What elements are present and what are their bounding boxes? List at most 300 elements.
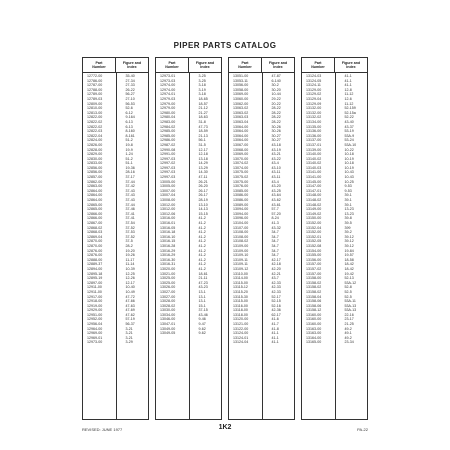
part-number: 12866-00 (87, 211, 103, 216)
figure-index: 41-2 (198, 248, 206, 253)
figure-index: 14-13 (198, 207, 208, 212)
part-number: 13108-02 (233, 239, 249, 244)
part-number: 13086-00 (233, 193, 249, 198)
figure-index: 10-43 (344, 175, 354, 180)
part-number: 13049-05 (160, 331, 176, 336)
figure-index: 26-17 (198, 193, 208, 198)
figure-index: 53A-10 (344, 142, 357, 147)
figure-index: 21-27 (198, 110, 208, 115)
figure-index: 53A-9 (344, 133, 355, 138)
figure-index: 42-21 (271, 271, 281, 276)
part-number: 13047-01 (160, 322, 176, 327)
part-number: 13158-02 (306, 285, 322, 290)
part-number: 13140-03 (306, 165, 322, 170)
figure-index: 37-54 (125, 221, 135, 225)
part-number: 12918-00 (87, 299, 103, 304)
part-number: 13012-00 (160, 202, 176, 207)
part-number: 13109-11 (233, 257, 248, 262)
figure-index: 10-39 (125, 266, 135, 271)
part-number: 13115-30 (233, 294, 248, 299)
part-number: 13086-00 (233, 198, 249, 203)
figure-index: 42-36 (271, 308, 281, 313)
figure-index: 56-53 (125, 101, 135, 106)
part-number: 13028-00 (160, 299, 176, 304)
part-number: 12985-00 (160, 133, 176, 138)
figure-index: 9-164 (125, 115, 135, 120)
part-number-header: Part Number (302, 58, 335, 72)
part-number: 13158-04 (306, 294, 322, 299)
part-number: 13158-00 (306, 276, 322, 281)
figure-index: 47-66 (125, 299, 135, 304)
part-number: 12997-03 (160, 165, 176, 170)
part-number: 13152-08 (306, 243, 322, 248)
part-number: 13124-01 (233, 335, 249, 340)
figure-index: 31-5 (198, 142, 206, 147)
figure-index: 41-7 (271, 322, 279, 327)
part-number: 13152-04 (306, 225, 322, 230)
figure-index: 28-22 (271, 110, 281, 115)
figure-index: 56-27 (125, 92, 135, 97)
part-number: 13108-00 (233, 230, 249, 235)
part-number: 12974-00 (160, 87, 176, 92)
figure-index: 43-11 (271, 170, 281, 175)
part-number: 12986-00 (160, 138, 176, 143)
part-number: 13109-11 (233, 262, 248, 267)
part-number: 13129-02 (306, 92, 322, 97)
figure-index: 41-2 (198, 266, 206, 271)
part-number: 13152-00 (306, 221, 322, 225)
figure-index: 3-29 (125, 340, 133, 345)
part-number: 13007-00 (160, 188, 176, 193)
figure-index: 47-72 (125, 294, 135, 299)
figure-index: 53-19 (344, 129, 354, 134)
part-number: 13075-00 (233, 170, 249, 175)
part-number: 12789-00 (87, 92, 103, 97)
figure-index: 47-62 (125, 312, 135, 317)
figure-index: 34-7 (271, 253, 279, 258)
figure-index: 43-7 (271, 276, 279, 281)
part-number: 12789-03 (87, 96, 103, 101)
part-number: 12917-00 (87, 294, 103, 299)
figure-index: 30-2 (271, 83, 279, 88)
part-number: 13085-00 (233, 188, 249, 193)
part-number: 12824-00 (87, 138, 103, 143)
part-number: 13158-06 (306, 299, 322, 304)
figure-index: 47-87 (271, 74, 281, 78)
figure-index: 15-1 (198, 303, 206, 308)
figure-index: 13-18 (198, 156, 208, 161)
part-number: 13016-31 (160, 262, 176, 267)
part-number: 13049-00 (160, 326, 176, 331)
column-header (229, 58, 294, 73)
figure-index: 18-65 (198, 96, 208, 101)
figure-index: 52-13 (344, 276, 354, 281)
figure-index: 28-19 (198, 198, 208, 203)
figure-index: 41-1 (271, 340, 279, 345)
figure-index: 6-13 (125, 119, 133, 124)
figure-index: 3-21 (125, 331, 133, 336)
figure-index: 30-27 (271, 133, 281, 138)
part-number: 13115-00 (233, 280, 248, 285)
part-number: 13149-02 (306, 211, 322, 216)
part-number: 13124-11 (306, 83, 321, 88)
part-number-header: Part Number (229, 58, 262, 72)
part-number: 12894-00 (87, 266, 103, 271)
part-number: 13025-00 (160, 276, 176, 281)
part-number: 13005-00 (160, 184, 176, 189)
figure-index: 42-33 (271, 285, 281, 290)
figure-index: 21-12 (198, 106, 208, 111)
part-number: 12997-03 (160, 156, 176, 161)
part-number: 13141-00 (306, 175, 322, 180)
figure-index: 11-12 (344, 101, 354, 106)
part-number: 13124-05 (306, 78, 322, 83)
figure-index: 41-2 (198, 216, 206, 221)
part-number: 13134-00 (306, 119, 322, 124)
figure-index: 42-33 (271, 289, 281, 294)
part-number: 13165-00 (306, 340, 322, 345)
part-number: 13027-00 (160, 289, 176, 294)
part-number: 13063-04 (233, 119, 249, 124)
part-number: 13028-02 (160, 303, 176, 308)
part-number: 12997-03 (160, 170, 176, 175)
figure-index: 34-7 (271, 239, 279, 244)
figure-index: 41-1 (344, 74, 352, 78)
figure-index: 21-11 (198, 276, 208, 281)
figure-index: 27-10 (125, 96, 135, 101)
revised-date: REVISED: JUNE 1977 (82, 427, 123, 432)
figure-index: 28-22 (271, 119, 281, 124)
part-number: 13140-00 (306, 152, 322, 157)
figure-index: 14-29 (198, 161, 208, 166)
figure-index: 53A-12 (344, 280, 357, 285)
part-number: 12787-00 (87, 83, 103, 88)
part-number: 13132-00 (306, 110, 322, 115)
part-number: 13064-00 (233, 129, 249, 134)
figure-index: 39-1 (344, 202, 352, 207)
part-number: 13076-00 (233, 184, 249, 189)
figure-index: 28-16 (125, 170, 135, 175)
figure-index: 35-40 (125, 74, 135, 78)
figure-index: 10-25 (344, 179, 354, 184)
figure-index: 23-17 (344, 317, 354, 322)
figure-index: 42-33 (271, 280, 281, 285)
figure-index: 47-23 (198, 280, 208, 285)
part-number: 13148-02 (306, 202, 322, 207)
part-number: 13163-00 (306, 331, 322, 336)
part-number: 12856-00 (87, 165, 103, 170)
figure-index: 37-43 (125, 193, 135, 198)
figure-index: 22-16 (344, 312, 354, 317)
figure-index: 18-42 (344, 266, 354, 271)
part-number: 13141-00 (306, 170, 322, 175)
part-number: 12980-04 (160, 115, 176, 120)
part-number: 13107-00 (233, 225, 249, 230)
figure-index: 10-19 (344, 165, 354, 170)
figure-index: 52-16 (271, 303, 281, 308)
figure-index: 12-18 (198, 152, 208, 157)
part-number: 12870-00 (87, 243, 103, 248)
part-number: 12952-00 (87, 317, 103, 322)
part-number: 13068-00 (233, 147, 249, 152)
part-number-header: Part Number (83, 58, 116, 72)
part-number: 13158-06 (306, 303, 322, 308)
figure-index: 43-11 (271, 175, 281, 180)
part-number: 12813-00 (87, 110, 103, 115)
figure-index: 10-19 (344, 156, 354, 161)
figure-index: 37-46 (125, 207, 135, 212)
part-number: 13008-00 (160, 198, 176, 203)
part-number: 13075-02 (233, 175, 249, 180)
figure-index: 43-19 (271, 147, 281, 152)
figure-index: 30-20 (271, 87, 281, 92)
figure-index: 3-19 (198, 87, 206, 92)
part-number: 13016-10 (160, 234, 176, 239)
figure-index: 3-21 (125, 335, 133, 340)
figure-index: 43-32 (271, 225, 281, 230)
part-number: 13147-01 (306, 188, 322, 193)
part-number: 12911-00 (87, 285, 102, 290)
figure-index: 37-52 (125, 225, 135, 230)
figure-index: 47-69 (125, 308, 135, 313)
part-number: 13108-00 (233, 234, 249, 239)
page-title: PIPER PARTS CATALOG (173, 41, 277, 50)
part-number: 12895-19 (87, 276, 103, 281)
part-number: 13148-00 (306, 193, 322, 198)
figure-index: 18-59 (198, 129, 208, 134)
part-number: 12979-00 (160, 106, 176, 111)
part-number: 12786-00 (87, 78, 103, 83)
figure-index: 53A-11 (344, 299, 356, 304)
figure-index: 39-12 (344, 239, 354, 244)
part-number: 12897-00 (87, 280, 103, 285)
figure-index: 43-4 (271, 161, 279, 166)
figure-index: 6-13 (125, 124, 133, 129)
figure-index: 41-2 (198, 257, 206, 262)
figure-index: 51-2 (125, 138, 133, 143)
figure-index: 11-14 (125, 262, 135, 267)
figure-index: 13-1 (198, 299, 206, 304)
part-number: 12951-00 (87, 312, 103, 317)
figure-index: 56-37 (125, 322, 135, 327)
part-number: 13163-00 (306, 326, 322, 331)
part-number: 13021-00 (160, 271, 176, 276)
part-number: 13129-04 (306, 96, 322, 101)
part-number: 13053-11 (233, 78, 248, 83)
part-number: 13157-02 (306, 266, 322, 271)
figure-index: 41-2 (198, 225, 206, 230)
figure-index: 43-18 (271, 142, 281, 147)
figure-index: 11-17 (125, 257, 135, 262)
part-number: 13147-00 (306, 184, 322, 189)
part-number: 12876-00 (87, 253, 103, 258)
figure-index: 30-26 (271, 124, 281, 129)
figure-index: 26-17 (198, 188, 208, 193)
figure-index: 41-2 (198, 262, 206, 267)
part-number: 12866-00 (87, 216, 103, 221)
figure-index: 43-62 (271, 198, 281, 203)
figure-index: 27-33 (125, 83, 135, 88)
figure-index: 41-1 (271, 331, 279, 336)
figure-index: 43-61 (271, 202, 281, 207)
figure-index: 39-2 (344, 230, 352, 235)
figure-index: 43-37 (344, 124, 354, 129)
part-number: 13139-00 (306, 147, 322, 152)
figure-index: 43-23 (198, 285, 208, 290)
part-number: 13089-00 (233, 202, 249, 207)
part-number: 12864-00 (87, 193, 103, 198)
figure-index: 26-21 (198, 179, 208, 184)
part-number: 13154-00 (306, 248, 322, 253)
part-number: 13025-00 (160, 280, 176, 285)
figure-index: 37-41 (125, 216, 135, 221)
part-number: 13129-00 (306, 87, 322, 92)
part-number: 13016-00 (160, 216, 176, 221)
part-number: 13137-01 (306, 142, 322, 147)
figure-index: 52-17 (271, 294, 281, 299)
figure-index: 37-5 (125, 239, 133, 244)
part-number: 12973-03 (160, 78, 176, 83)
part-number: 13020-00 (160, 266, 176, 271)
part-number: 13005-00 (160, 179, 176, 184)
figure-index: 12-26 (125, 276, 135, 281)
part-number: 13109-12 (233, 266, 249, 271)
figure-index: 1-24 (125, 152, 133, 157)
part-number: 13118-00 (233, 308, 248, 313)
part-number: 13070-00 (233, 156, 249, 161)
part-number: 12969-00 (87, 331, 103, 336)
part-number: 13074-00 (233, 165, 249, 170)
figure-index: 47-63 (125, 303, 135, 308)
part-number: 12956-04 (87, 322, 103, 327)
part-number: 13109-10 (233, 253, 249, 258)
part-number: 13110-00 (233, 271, 248, 276)
figure-index: 34-7 (271, 234, 279, 239)
figure-index: 13-23 (344, 211, 354, 216)
part-number: 13069-00 (233, 92, 249, 97)
figure-index: 43-22 (271, 156, 281, 161)
part-number: 12863-00 (87, 184, 103, 189)
figure-index: 13-1 (198, 294, 206, 299)
figure-index: 51-1 (125, 161, 133, 166)
part-number: 13016-28 (160, 243, 176, 248)
figure-index: 12-17 (198, 147, 208, 152)
part-number: 12857-00 (87, 175, 103, 180)
figure-index: 8-24 (271, 216, 279, 221)
page-number: PA-22 (357, 427, 368, 432)
part-number: 13121-00 (233, 322, 249, 327)
table-column (301, 57, 368, 420)
part-number: 12868-03 (87, 230, 103, 235)
part-number: 13096-00 (233, 216, 249, 221)
part-number: 13016-18 (160, 230, 176, 235)
part-number: 13034-00 (160, 312, 176, 317)
part-number: 13137-00 (306, 138, 322, 143)
part-number: 13152-05 (306, 239, 322, 244)
part-number: 13155-00 (306, 253, 322, 258)
part-number: 13016-30 (160, 257, 176, 262)
figure-index: 18-63 (198, 115, 208, 120)
part-number: 13114-00 (233, 276, 248, 281)
part-number: 12870-00 (87, 239, 103, 244)
figure-index: 9-46 (198, 317, 206, 322)
figure-index: 18-42 (344, 262, 354, 267)
figure-index: 19-8 (125, 142, 133, 147)
part-number: 13094-00 (233, 207, 249, 212)
part-number: 13063-03 (233, 115, 249, 120)
part-number: 12830-00 (87, 156, 103, 161)
part-number: 12991-00 (160, 152, 176, 157)
part-number: 12810-00 (87, 106, 103, 111)
part-number: 13063-02 (233, 110, 249, 115)
figure-index: 20-22 (271, 101, 281, 106)
part-number: 13150-00 (306, 216, 322, 221)
table-column (228, 57, 295, 420)
figure-index: 19-9 (125, 147, 133, 152)
part-number: 12987-02 (160, 142, 176, 147)
part-number: 13007-04 (160, 193, 176, 198)
figure-index: 52-8 (344, 285, 352, 290)
figure-index: 12-8 (344, 87, 352, 92)
part-number: 12829-00 (87, 152, 103, 157)
part-number: 12983-00 (160, 119, 176, 124)
figure-index: 47-73 (198, 124, 208, 129)
figure-index: 19-57 (344, 253, 354, 258)
figure-index: 6-12 (125, 110, 133, 115)
part-number: 13124-00 (233, 331, 249, 336)
figure-index: 34-7 (271, 248, 279, 253)
figure-index-header: Figure and Index (122, 61, 142, 69)
figure-index: 10-18 (344, 161, 354, 166)
figure-index: 41-2 (198, 253, 206, 258)
figure-index: 47-11 (198, 175, 208, 180)
figure-index: 8-160 (125, 129, 135, 134)
figure-index: 10-44 (271, 92, 281, 97)
part-number: 13124-04 (233, 340, 249, 345)
part-number: 12822-02 (87, 124, 103, 129)
part-number: 12969-01 (87, 335, 103, 340)
figure-index: 53A-13 (344, 303, 357, 308)
figure-index: 28-22 (271, 106, 281, 111)
figure-index: 37-42 (125, 184, 135, 189)
part-number: 13120-00 (233, 317, 249, 322)
figure-index: 43-46 (198, 312, 208, 317)
figure-index: 42-20 (271, 266, 281, 271)
part-number: 13136-00 (306, 133, 322, 138)
part-number: 13067-00 (233, 142, 249, 147)
figure-index: 10-43 (344, 170, 354, 175)
part-number: 12865-00 (87, 207, 103, 212)
part-number: 12772-00 (87, 74, 103, 78)
part-number: 12833-00 (87, 161, 103, 166)
part-number: 12997-02 (160, 161, 176, 166)
figure-index: 56-1 (198, 138, 206, 143)
part-number: 13160-00 (306, 322, 322, 327)
figure-index: 43-40 (344, 119, 354, 124)
part-number: 13104-00 (233, 221, 249, 225)
figure-index: 34-7 (271, 230, 279, 235)
figure-index: 9-62 (198, 331, 206, 336)
part-number: 13156-00 (306, 257, 322, 262)
part-number: 13157-00 (306, 271, 322, 276)
figure-index: 41-1 (271, 335, 279, 340)
figure-index: 26-22 (125, 87, 135, 92)
figure-index: 19-26 (125, 253, 135, 258)
figure-index: 37-17 (125, 175, 135, 180)
part-number: 13012-00 (160, 207, 176, 212)
part-number: 13115-00 (233, 299, 248, 304)
part-number: 12809-00 (87, 101, 103, 106)
